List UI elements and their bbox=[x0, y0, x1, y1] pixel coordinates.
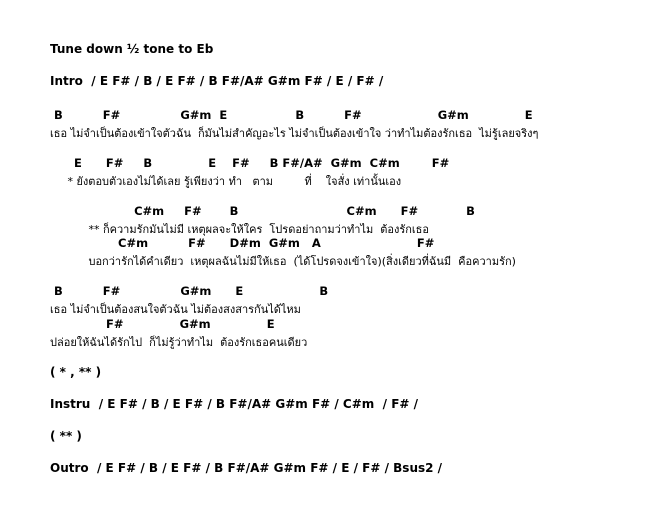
repeat-marker: ( * , ** ) bbox=[50, 365, 102, 379]
lyric-line: ** ก็ความรักมันไม่มี เหตุผลจะให้ใคร โปรดอย่าถามว่าทำไม ต้องรักเธอ bbox=[50, 223, 429, 236]
lyric-line: * ยังตอบตัวเองไม่ได้เลย รู้เพียงว่า ทำ ตาม ที่ ใจสั่ง เท่านั้นเอง bbox=[50, 175, 402, 188]
intro-line: Intro / E F# / B / E F# / B F#/A# G#m F# / E / F# / bbox=[50, 74, 384, 88]
chord-line: B F# G#m E B bbox=[50, 284, 329, 298]
lyric-line: เธอ ไม่จำเป็นต้องสนใจตัวฉัน ไม่ต้องสงสารกันได้ไหม bbox=[50, 303, 301, 316]
repeat-marker: ( ** ) bbox=[50, 429, 82, 443]
chord-line: F# G#m E bbox=[50, 317, 275, 331]
chord-line: E F# B E F# B F#/A# G#m C#m F# bbox=[50, 156, 450, 170]
chord-line: C#m F# D#m G#m A F# bbox=[50, 236, 435, 250]
tuning-note: Tune down ½ tone to Eb bbox=[50, 42, 214, 56]
instrumental-line: Instru / E F# / B / E F# / B F#/A# G#m F# / C#m / F# / bbox=[50, 397, 419, 411]
chord-line: C#m F# B C#m F# B bbox=[50, 204, 475, 218]
lyric-line: บอกว่ารักได้คำเดียว เหตุผลฉันไม่มีให้เธอ (ได้โปรดจงเข้าใจ)(สิ่งเดียวที่ฉันมี คือความรัก) bbox=[50, 255, 516, 268]
outro-line: Outro / E F# / B / E F# / B F#/A# G#m F# / E / F# / Bsus2 / bbox=[50, 461, 443, 475]
lyric-line: ปล่อยให้ฉันได้รักไป ก็ไม่รู้ว่าทำไม ต้องรักเธอคนเดียว bbox=[50, 336, 308, 349]
lyric-line: เธอ ไม่จำเป็นต้องเข้าใจตัวฉัน ก็มันไม่สำคัญอะไร ไม่จำเป็นต้องเข้าใจ ว่าทำไมต้องรักเธอ ไม่รู้เลยจริงๆ bbox=[50, 127, 539, 140]
chord-line: B F# G#m E B F# G#m E bbox=[50, 108, 533, 122]
